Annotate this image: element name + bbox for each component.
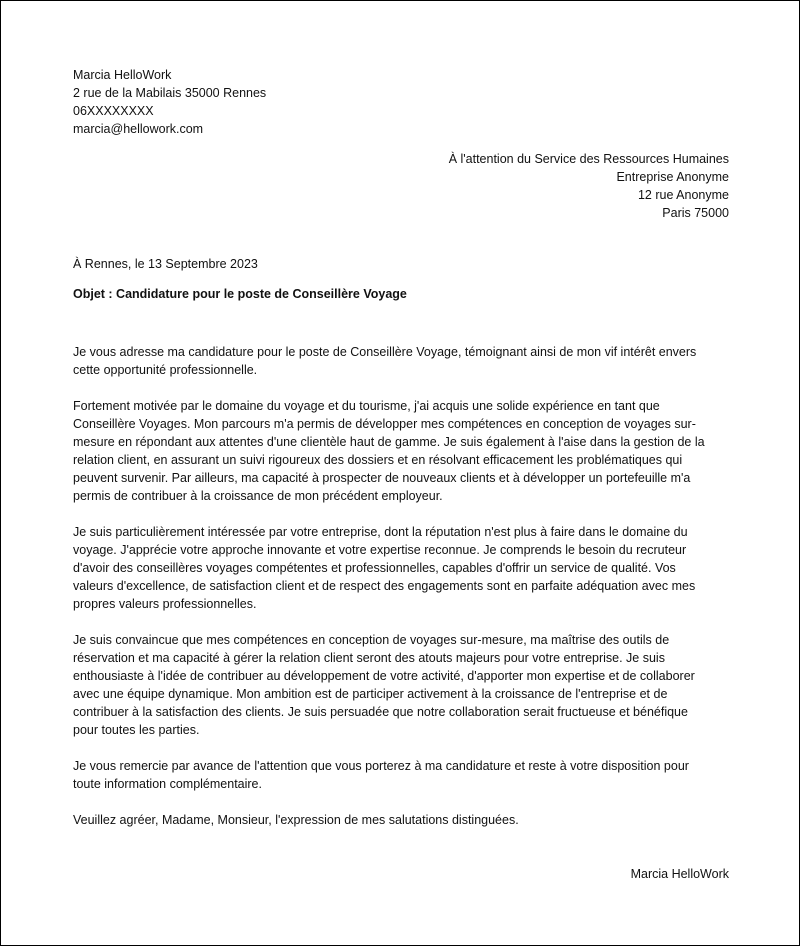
subject-line: Objet : Candidature pour le poste de Conseillère Voyage — [73, 287, 407, 301]
sender-address: 2 rue de la Mabilais 35000 Rennes — [73, 86, 267, 100]
body-paragraph-closing — [73, 811, 729, 829]
paragraph-line: Je vous adresse ma candidature pour le poste de Conseillère Voyage, témoignant ainsi de mon vif intérêt envers — [73, 345, 697, 359]
paragraph-line: cette opportunité professionnelle. — [73, 363, 258, 377]
recipient-attention: À l'attention du Service des Ressources Humaines — [448, 152, 729, 166]
recipient-block — [73, 150, 729, 222]
paragraph-line: d'avoir des conseillères voyages compétentes et professionnelles, capables d'offrir un service de qualité. Vos — [73, 561, 676, 575]
sender-name: Marcia HelloWork — [73, 68, 172, 82]
paragraph-line: avec une équipe dynamique. Mon ambition est de participer activement à la croissance de l'entreprise et de — [73, 687, 668, 701]
paragraph-line: peuvent survenir. Par ailleurs, ma capacité à prospecter de nouveaux clients et à développer un portefeuille m'a — [73, 471, 691, 485]
paragraph-line: toute information complémentaire. — [73, 777, 262, 791]
body-paragraph-intro — [73, 343, 729, 379]
recipient-city: Paris 75000 — [662, 206, 729, 220]
place-date: À Rennes, le 13 Septembre 2023 — [73, 257, 258, 271]
paragraph-line: permis de contribuer à la croissance de mon précédent employeur. — [73, 489, 443, 503]
paragraph-line: valeurs d'excellence, de satisfaction client et de respect des engagements sont en parfaite adéquation avec mes — [73, 579, 696, 593]
paragraph-line: Je suis convaincue que mes compétences en conception de voyages sur-mesure, ma maîtrise des outils de — [73, 633, 670, 647]
paragraph-line: Conseillère Voyages. Mon parcours m'a permis de développer mes compétences en conception de voyages sur- — [73, 417, 696, 431]
paragraph-line: réservation et ma capacité à gérer la relation client seront des atouts majeurs pour votre entreprise. Je suis — [73, 651, 665, 665]
sender-email: marcia@hellowork.com — [73, 122, 204, 136]
signature: Marcia HelloWork — [630, 867, 729, 881]
paragraph-line: Fortement motivée par le domaine du voyage et du tourisme, j'ai acquis une solide expérience en tant que — [73, 399, 660, 413]
body-paragraph-experience — [73, 397, 729, 505]
recipient-company: Entreprise Anonyme — [616, 170, 729, 184]
body-paragraph-conviction — [73, 631, 729, 739]
paragraph-line: voyage. J'apprécie votre approche innovante et votre expertise reconnue. Je comprends le besoin du recruteur — [73, 543, 687, 557]
recipient-street: 12 rue Anonyme — [637, 188, 729, 202]
paragraph-line: relation client, en assurant un suivi rigoureux des dossiers et en résolvant efficacement les problématiques qui — [73, 453, 683, 467]
paragraph-line: enthousiaste à l'idée de contribuer au développement de votre activité, d'apporter mon expertise et de collaborer — [73, 669, 695, 683]
paragraph-line: mesure en répondant aux attentes d'une clientèle haut de gamme. Je suis également à l'aise dans la gestion de la — [73, 435, 705, 449]
body-paragraph-thanks — [73, 757, 729, 793]
paragraph-line: contribuer à la satisfaction des clients. Je suis persuadée que notre collaboration serait fructueuse et bénéfique — [73, 705, 688, 719]
body-paragraph-company-interest — [73, 523, 729, 613]
sender-phone: 06XXXXXXXX — [73, 104, 154, 118]
paragraph-line: Je vous remercie par avance de l'attention que vous porterez à ma candidature et reste à votre disposition pour — [73, 759, 689, 773]
paragraph-line: Veuillez agréer, Madame, Monsieur, l'expression de mes salutations distinguées. — [73, 813, 519, 827]
paragraph-line: pour toutes les parties. — [73, 723, 200, 737]
paragraph-line: propres valeurs professionnelles. — [73, 597, 257, 611]
sender-block — [73, 66, 729, 138]
paragraph-line: Je suis particulièrement intéressée par votre entreprise, dont la réputation n'est plus à faire dans le domaine du — [73, 525, 688, 539]
